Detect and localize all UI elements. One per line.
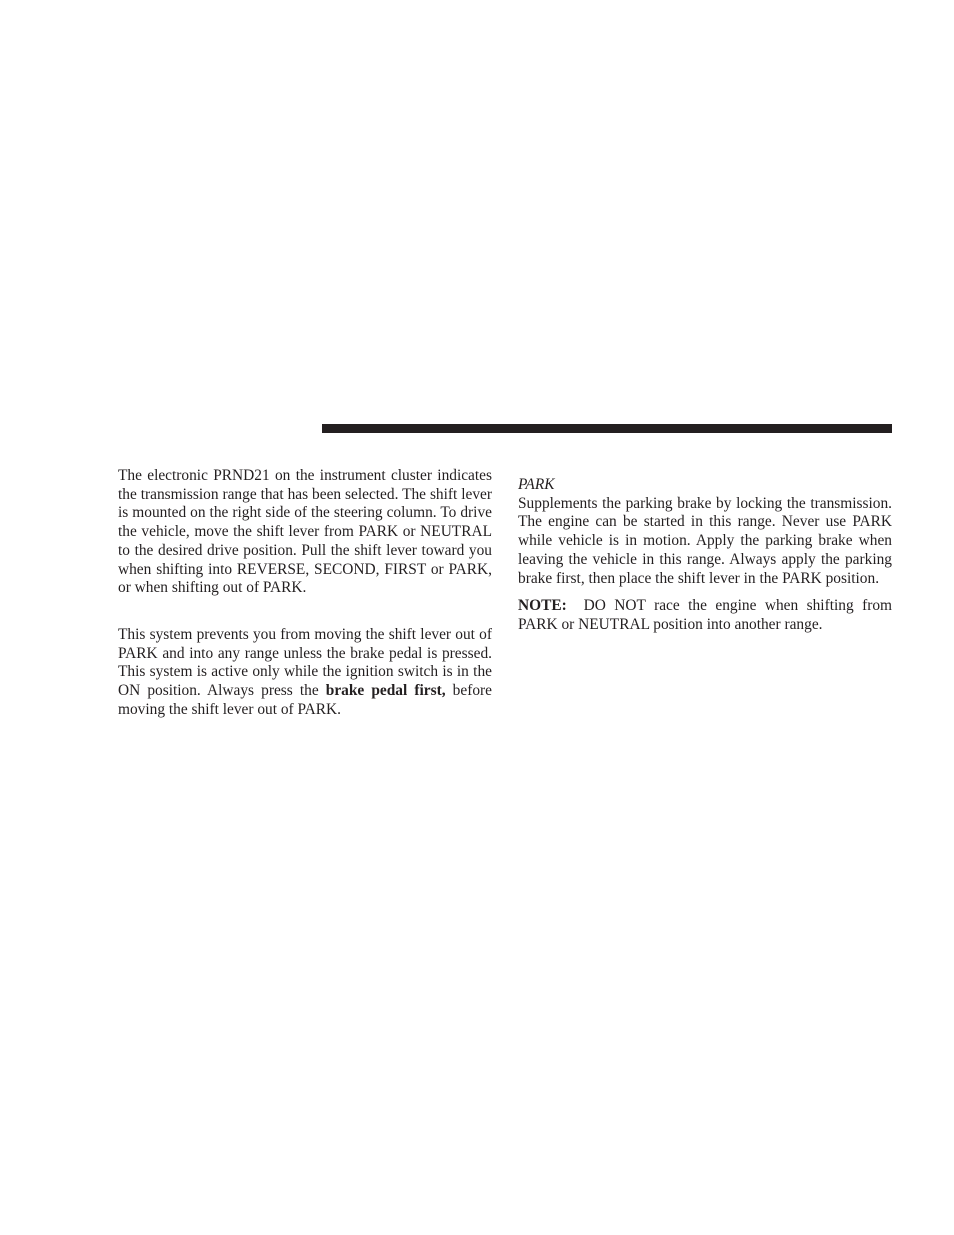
park-description: Supplements the parking brake by locking the transmission. The engine can be started in this range. Never use PARK while vehicle is in motion. Apply the parking brake when leaving the vehicle in this range. Always apply the parking brake first, then place the shift lever in the PARK position. [518,494,892,587]
right-column [518,476,892,635]
brake-pedal-first-emphasis: brake pedal first, [325,682,446,700]
left-column [118,467,492,719]
section-divider-rule [322,424,892,433]
brake-shift-interlock-paragraph [118,626,492,720]
note-text: DO NOT race the engine when shifting from PARK or NEUTRAL position into another range. [518,597,892,633]
note-label: NOTE: [518,597,567,615]
park-heading: PARK [518,476,555,493]
prnd21-paragraph: The electronic PRND21 on the instrument cluster indicates the transmission range that has been selected. The shift lever is mounted on the right side of the steering column. To drive the vehicle, move the shift lever from PARK or NEUTRAL to the desired drive position. Pull the shift lever toward you when shifting into REVERSE, SECOND, FIRST or PARK, or when shifting out of PARK. [118,467,492,597]
interlock-text-tail: before moving the shift lever out of PARK. [118,682,492,718]
note-paragraph [518,597,892,634]
interlock-text: This system prevents you from moving the shift lever out of PARK and into any range unless the brake pedal is pressed. This system is active only while the ignition switch is in the ON position. Always press the [118,625,492,700]
